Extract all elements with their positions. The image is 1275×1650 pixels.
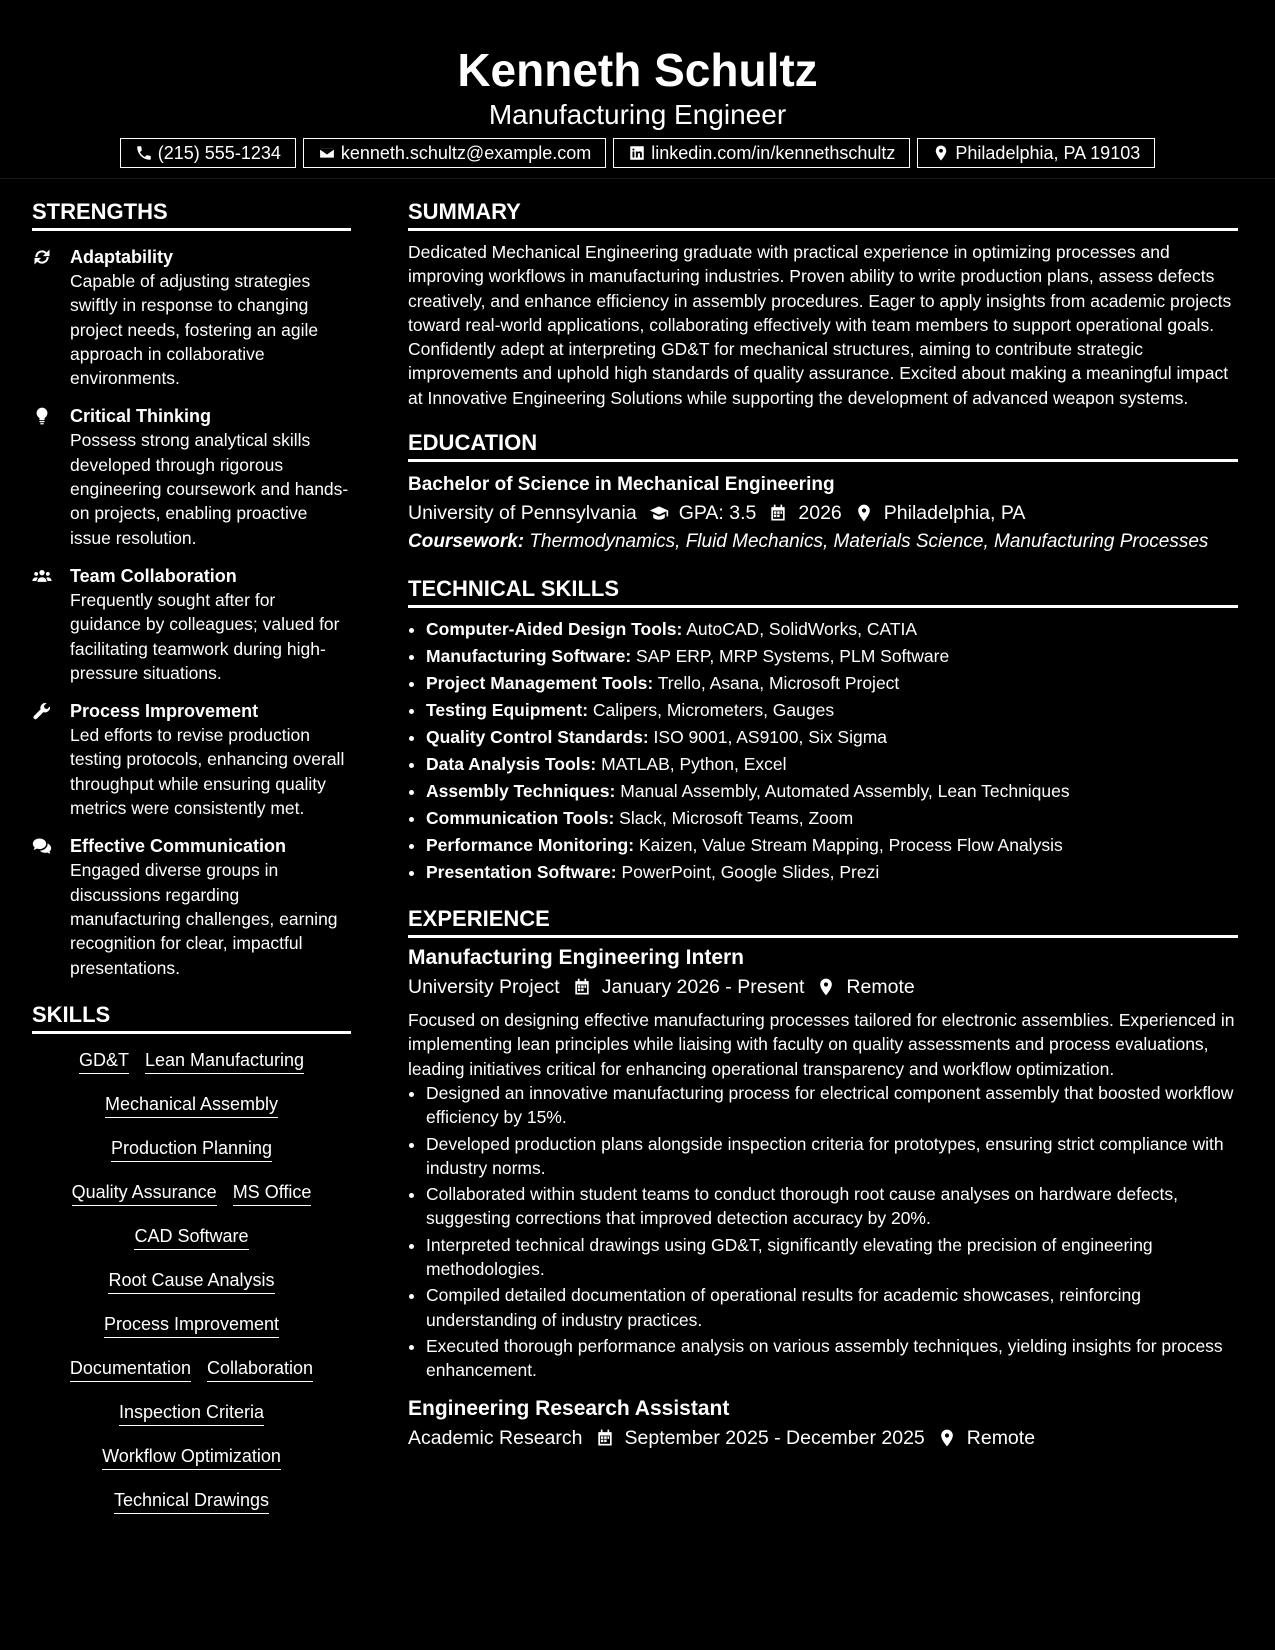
technical-skill-item <box>426 616 1238 643</box>
map-marker-icon <box>854 503 874 523</box>
skill-row <box>42 1356 341 1400</box>
job-meta <box>408 972 1238 1002</box>
left-column <box>32 179 351 1532</box>
contact-phone[interactable] <box>120 138 296 168</box>
users-icon <box>32 564 70 685</box>
school: University of Pennsylvania <box>408 502 637 525</box>
technical-skill-label: Testing Equipment: <box>426 700 589 721</box>
skill-tag: Technical Drawings <box>114 1488 269 1514</box>
summary-heading: SUMMARY <box>408 199 1238 231</box>
strength-item <box>32 834 351 979</box>
strength-name: Team Collaboration <box>70 565 237 586</box>
strength-desc: Engaged diverse groups in discussions regarding manufacturing challenges, earning recognition for clear, impactful presentations. <box>70 860 338 978</box>
email-text: kenneth.schultz@example.com <box>340 143 592 163</box>
strength-item <box>32 245 351 390</box>
calendar-icon <box>768 503 788 523</box>
skills-heading: SKILLS <box>32 1002 351 1034</box>
map-marker-icon <box>816 977 836 997</box>
technical-skill-value: Trello, Asana, Microsoft Project <box>657 673 900 694</box>
strength-name: Adaptability <box>70 247 174 267</box>
envelope-icon <box>318 144 336 162</box>
job-org: University Project <box>408 976 560 999</box>
job-dates: September 2025 - December 2025 <box>624 1426 925 1449</box>
skill-tag: MS Office <box>233 1180 312 1206</box>
gpa: GPA: 3.5 <box>678 502 757 525</box>
contact-location <box>917 138 1155 168</box>
education-heading: EDUCATION <box>408 430 1238 462</box>
technical-skill-value: Calipers, Micrometers, Gauges <box>592 700 835 721</box>
job-bullet: • Developed production plans alongside inspection criteria for prototypes, ensuring strict compliance with industry norms. <box>426 1132 1238 1181</box>
skill-row <box>42 1136 341 1180</box>
skills-list <box>32 1048 351 1532</box>
job-entry <box>408 1395 1238 1453</box>
education-meta <box>408 498 1238 528</box>
strength-name: Effective Communication <box>70 836 287 857</box>
lightbulb-icon <box>32 404 70 549</box>
technical-skill-label: Data Analysis Tools: <box>426 754 597 775</box>
contact-email[interactable] <box>303 138 606 168</box>
technical-skills-list <box>408 616 1238 886</box>
technical-skill-value: SAP ERP, MRP Systems, PLM Software <box>636 646 950 667</box>
strength-desc: Frequently sought after for guidance by colleagues; valued for facilitating teamwork during high-pressure situations. <box>70 589 340 683</box>
strength-item <box>32 404 351 549</box>
skill-row <box>42 1312 341 1356</box>
technical-skill-label: Project Management Tools: <box>426 673 654 694</box>
skill-tag: Documentation <box>70 1356 191 1382</box>
job-entry <box>408 944 1238 1382</box>
technical-skill-label: Assembly Techniques: <box>426 781 616 802</box>
skill-row <box>42 1488 341 1532</box>
technical-skill-item <box>426 805 1238 832</box>
technical-skill-item <box>426 778 1238 805</box>
job-title: Engineering Research Assistant <box>408 1396 730 1420</box>
strength-item <box>32 699 351 820</box>
strength-desc: Capable of adjusting strategies swiftly in response to changing project needs, fostering an agile approach in collaborative environments. <box>70 271 319 389</box>
wrench-icon <box>32 699 70 820</box>
job-bullet: • Interpreted technical drawings using GD&T, significantly elevating the precision of engineering methodologies. <box>426 1233 1238 1282</box>
coursework <box>408 530 1238 554</box>
contact-bar <box>0 138 1275 168</box>
map-marker-icon <box>932 144 950 162</box>
resume-header <box>0 0 1275 179</box>
strengths-list <box>32 245 351 980</box>
calendar-icon <box>595 1428 615 1448</box>
technical-skill-label: Presentation Software: <box>426 862 617 883</box>
job-bullet: • Designed an innovative manufacturing process for electrical component assembly that boosted workflow efficiency by 15%. <box>426 1081 1238 1130</box>
technical-skill-item <box>426 832 1238 859</box>
technical-skill-item <box>426 724 1238 751</box>
degree: Bachelor of Science in Mechanical Engineering <box>408 474 835 496</box>
technical-skill-value: AutoCAD, SolidWorks, CATIA <box>686 619 918 640</box>
strength-item <box>32 564 351 685</box>
technical-skill-label: Quality Control Standards: <box>426 727 649 748</box>
job-location: Remote <box>966 1426 1036 1449</box>
strength-name: Critical Thinking <box>70 406 212 427</box>
technical-skill-label: Performance Monitoring: <box>426 835 635 856</box>
job-meta <box>408 1423 1238 1453</box>
skill-tag: Process Improvement <box>104 1312 279 1338</box>
technical-skill-item <box>426 643 1238 670</box>
linkedin-text: linkedin.com/in/kennethschultz <box>651 143 896 163</box>
contact-linkedin[interactable] <box>613 138 910 168</box>
candidate-name: Kenneth Schultz <box>457 44 818 96</box>
technical-skill-label: Computer-Aided Design Tools: <box>426 619 683 640</box>
skill-row <box>42 1268 341 1312</box>
comments-icon <box>32 834 70 979</box>
skill-tag: CAD Software <box>134 1224 248 1250</box>
technical-skill-label: Communication Tools: <box>426 808 615 829</box>
phone-text: (215) 555-1234 <box>157 143 281 163</box>
graduation-cap-icon <box>649 503 669 523</box>
map-marker-icon <box>937 1428 957 1448</box>
technical-skill-item <box>426 697 1238 724</box>
technical-skill-value: ISO 9001, AS9100, Six Sigma <box>653 727 888 748</box>
job-bullets <box>408 1081 1238 1383</box>
technical-skill-value: Manual Assembly, Automated Assembly, Lean Techniques <box>620 781 1070 802</box>
skill-row <box>42 1400 341 1444</box>
coursework-label: Coursework: <box>408 531 525 553</box>
phone-icon <box>135 144 153 162</box>
experience-list <box>408 944 1238 1452</box>
experience-heading: EXPERIENCE <box>408 906 1238 938</box>
skill-tag: Quality Assurance <box>72 1180 217 1206</box>
skill-tag: Mechanical Assembly <box>105 1092 278 1118</box>
resume-body <box>0 179 1275 1532</box>
skill-tag: Collaboration <box>207 1356 313 1382</box>
skill-tag: Production Planning <box>111 1136 272 1162</box>
job-dates: January 2026 - Present <box>601 976 805 999</box>
skill-row <box>42 1180 341 1224</box>
strengths-heading: STRENGTHS <box>32 199 351 231</box>
technical-skill-label: Manufacturing Software: <box>426 646 632 667</box>
technical-skill-item <box>426 859 1238 886</box>
summary-text: Dedicated Mechanical Engineering graduate with practical experience in optimizing processes and improving workflows in manufacturing industries. Proven ability to write production plans, assess defects creatively, and enhance efficiency in assembly procedures. Eager to apply insights from academic projects toward real-world applications, collaborating effectively with team members to support operational goals. Confidently adept at interpreting GD&T for mechanical structures, aiming to contribute strategic improvements and uphold high standards of quality assurance. Excited about making a meaningful impact at Innovative Engineering Solutions while supporting the development of advanced weapon systems. <box>408 242 1232 408</box>
grad-year: 2026 <box>798 502 842 525</box>
school-location: Philadelphia, PA <box>883 502 1026 525</box>
calendar-icon <box>572 977 592 997</box>
skill-tag: GD&T <box>79 1048 129 1074</box>
skill-tag: Lean Manufacturing <box>145 1048 304 1074</box>
job-org: Academic Research <box>408 1426 583 1449</box>
skill-tag: Root Cause Analysis <box>108 1268 274 1294</box>
coursework-list: Thermodynamics, Fluid Mechanics, Materials Science, Manufacturing Processes <box>529 531 1209 553</box>
right-column <box>408 179 1238 1532</box>
strength-name: Process Improvement <box>70 701 259 722</box>
technical-skill-value: PowerPoint, Google Slides, Prezi <box>621 862 880 883</box>
skill-row <box>42 1092 341 1136</box>
skill-tag: Inspection Criteria <box>119 1400 264 1426</box>
technical-skill-value: Slack, Microsoft Teams, Zoom <box>619 808 854 829</box>
candidate-title: Manufacturing Engineer <box>488 99 787 130</box>
job-title: Manufacturing Engineering Intern <box>408 946 745 970</box>
linkedin-icon <box>628 144 646 162</box>
strength-desc: Led efforts to revise production testing protocols, enhancing overall throughput while ensuring quality metrics were consistently met. <box>70 725 345 819</box>
skill-row <box>42 1444 341 1488</box>
refresh-icon <box>32 245 70 390</box>
job-bullet: • Compiled detailed documentation of operational results for academic showcases, reinforcing understanding of industry practices. <box>426 1283 1238 1332</box>
location-text: Philadelphia, PA 19103 <box>955 143 1141 163</box>
skill-row <box>42 1224 341 1268</box>
technical-skill-value: Kaizen, Value Stream Mapping, Process Flow Analysis <box>638 835 1063 856</box>
technical-skill-item <box>426 670 1238 697</box>
technical-skill-value: MATLAB, Python, Excel <box>601 754 787 775</box>
skill-tag: Workflow Optimization <box>102 1444 281 1470</box>
skill-row <box>42 1048 341 1092</box>
technical-skill-item <box>426 751 1238 778</box>
job-bullet: • Collaborated within student teams to conduct thorough root cause analyses on hardware defects, suggesting corrections that improved detection accuracy by 20%. <box>426 1182 1238 1231</box>
strength-desc: Possess strong analytical skills developed through rigorous engineering coursework and hands-on projects, enabling proactive issue resolution. <box>70 430 349 548</box>
job-bullet: • Executed thorough performance analysis on various assembly techniques, yielding insights for process enhancement. <box>426 1334 1238 1383</box>
job-description: Focused on designing effective manufacturing processes tailored for electronic assemblies. Experienced in implementing lean principles while liaising with faculty on quality assessments and process evaluations, leading initiatives critical for enhancing operational transparency and workflow optimization. <box>408 1010 1235 1079</box>
job-location: Remote <box>846 976 915 999</box>
technical-skills-heading: TECHNICAL SKILLS <box>408 576 1238 608</box>
